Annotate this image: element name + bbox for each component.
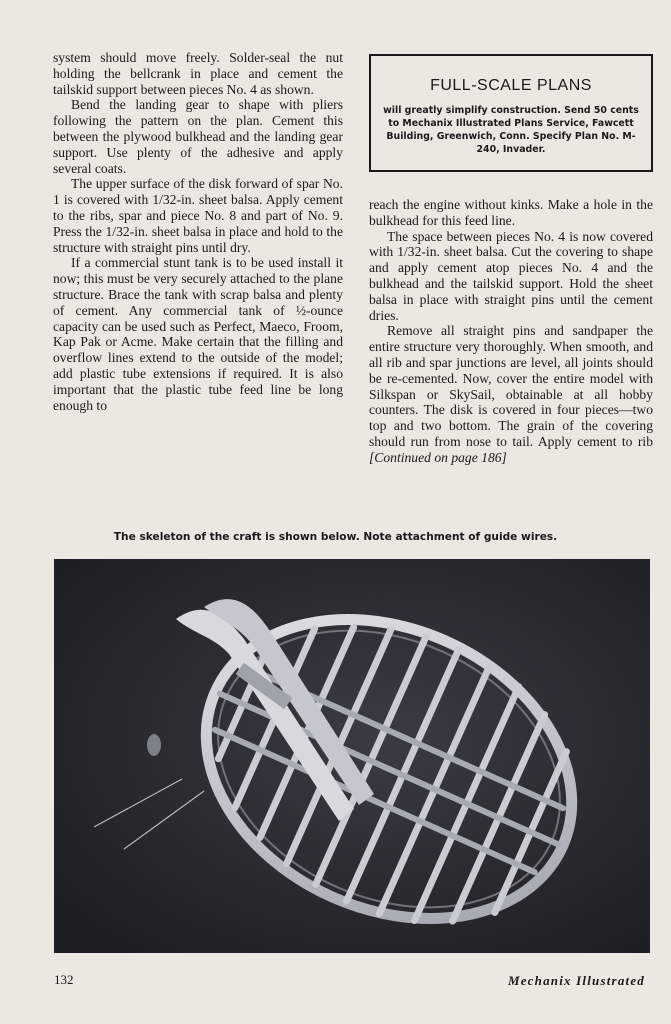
aircraft-skeleton-photo xyxy=(54,559,650,953)
skeleton-illustration xyxy=(54,559,650,953)
paragraph: reach the engine without kinks. Make a hole in the bulkhead for this feed line. xyxy=(369,197,653,228)
right-text-column xyxy=(369,197,653,466)
continued-note: [Continued on page 186] xyxy=(369,449,507,465)
photo-caption: The skeleton of the craft is shown below. Note attachment of guide wires. xyxy=(113,531,558,543)
left-text-column xyxy=(53,50,343,413)
plans-box-title: FULL-SCALE PLANS xyxy=(430,77,592,94)
magazine-name: Mechanix Illustrated xyxy=(507,973,645,988)
stunt-tank xyxy=(147,734,161,756)
paragraph: The upper surface of the disk forward of spar No. 1 is covered with 1/32-in. sheet balsa. Apply cement to the ribs, spar and piece No. 8 and part of No. 9. Press the 1/32-in. sheet balsa in place and hold to the structure with straight pins until dry. xyxy=(53,176,343,255)
paragraph: Bend the landing gear to shape with pliers following the pattern on the plan. Cement this between the plywood bulkhead and the landing gear support. Use plenty of the adhesive and apply several coats. xyxy=(53,97,343,176)
plans-box-body: will greatly simplify construction. Send 50 cents to Mechanix Illustrated Plans Service, Fawcett Building, Greenwich, Conn. Specify Plan No. M-240, Invader. xyxy=(383,105,639,155)
paragraph: The space between pieces No. 4 is now covered with 1/32-in. sheet balsa. Cut the covering to shape and apply cement atop pieces No. 4 and the bulkhead and the tailskid support. Hold the sheet balsa in place with straight pins until the cement dries. xyxy=(369,228,653,323)
paragraph: system should move freely. Solder-seal the nut holding the bellcrank in place and cement the tailskid support between pieces No. 4 as shown. xyxy=(53,50,343,97)
full-scale-plans-box xyxy=(369,54,653,172)
paragraph: Remove all straight pins and sandpaper the entire structure very thoroughly. When smooth, and all rib and spar junctions are level, all joints should be re-cemented. Now, cover the entire model with Silkspan or SkySail, obtainable at all hobby counters. The disk is covered in four pieces—two top and two bottom. The grain of the covering should run from nose to tail. Apply cement to rib [Continued on page 186] xyxy=(369,323,653,465)
paragraph: If a commercial stunt tank is to be used install it now; this must be very securely attached to the plane structure. Brace the tank with scrap balsa and plenty of cement. Any commercial tank of ½-ounce capacity can be used such as Perfect, Maeco, Froom, Kap Pak or Acme. Make certain that the filling and overflow lines extend to the outside of the model; add plastic tube extensions if required. It is also important that the plastic tube feed line be long enough to xyxy=(53,255,343,413)
page-number: 132 xyxy=(54,972,74,987)
